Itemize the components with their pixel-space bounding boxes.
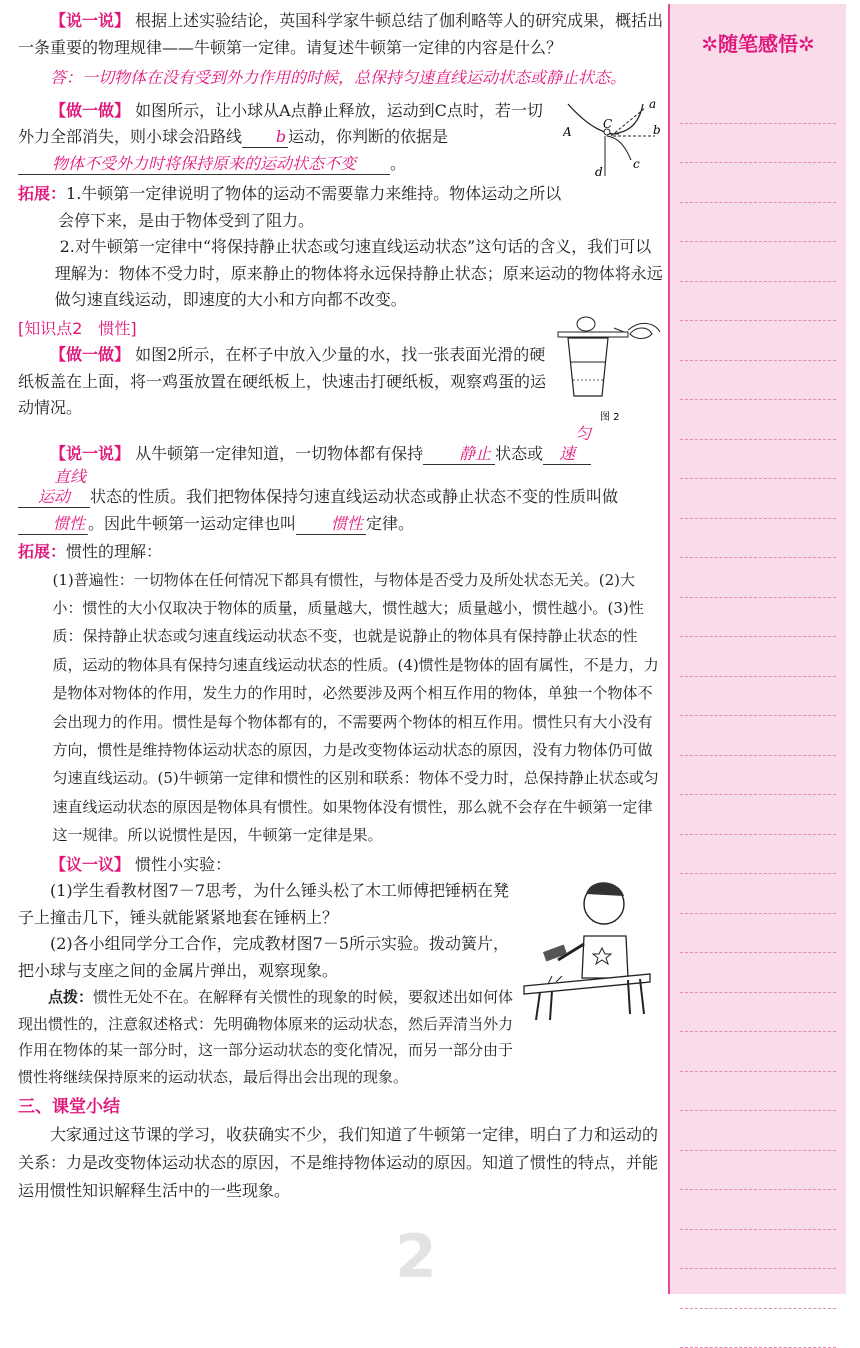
svg-text:b: b [653,122,661,137]
notes-panel [668,4,846,1294]
summary-text: 大家通过这节课的学习，收获确实不少，我们知道了牛顿第一定律，明白了力和运动的关系：力是改变物体运动状态的原因，不是维持物体运动的原因。知道了惯性的特点，并能运用惯性知识解释生活中的一些现象。 [18,1124,659,1200]
discuss-item-1: (1)学生看教材图7－7思考，为什么锤头松了木工师傅把锤柄在凳子上撞击几下，锤头就能紧紧地套在锤柄上？ [18,881,510,927]
trajectory-figure [563,96,663,182]
extension-label-2: 拓展： [18,542,67,561]
do-text-1: 如图所示，让小球从A点静止释放，运动到C点时，若一切外力全部消失，则小球会沿路线 [18,100,543,146]
answer-blank-b: b [242,127,288,148]
do-text-3: 如图2所示，在杯子中放入少量的水，找一张表面光滑的硬纸板盖在上面，将一鸡蛋放置在硬纸板上，快速击打硬纸板，观察鸡蛋的运动情况。 [18,345,547,417]
say-section-1 [18,8,664,61]
extension-head-2: 惯性的理解： [66,542,163,561]
svg-text:c: c [633,156,640,171]
knowledge-point-label: [知识点2 惯性] [18,318,137,338]
discuss-tag: 【议一议】 [50,854,131,874]
svg-text:a: a [649,96,657,111]
discuss-item-2: (2)各小组同学分工合作，完成教材图7－5所示实验。拨动簧片，把小球与支座之间的金属片弹出，观察现象。 [18,934,510,980]
egg-cup-figure [540,310,664,426]
blank-uniform: 匀速 [543,424,591,465]
inertia-explanation: (1)普遍性：一切物体在任何情况下都具有惯性，与物体是否受力及所处状态无关。(2)大小：惯性的大小仅取决于物体的质量，质量越大，惯性越大；质量越小，惯性越小。(3)性质：保持静止状态或匀速直线运动状态不变，也就是说静止的物体具有保持静止状态的性质，运动的物体具有保持匀速直线运动状态的性质。(4)惯性是物体的固有属性，不是力，力是物体对物体的作用，发生力的作用时，必然要涉及两个相互作用的物体，单独一个物体不会出现力的作用。惯性是每个物体都有的，不需要两个物体的相互作用。惯性只有大小没有方向，惯性是维持物体运动状态的原因，力是改变物体运动状态的原因，没有力物体仍可做匀速直线运动。(5)牛顿第一定律和惯性的区别和联系：物体不受力时，总保持静止状态或匀速直线运动状态的原因是物体具有惯性。如果物体没有惯性，那么就不会存在牛顿第一定律这一规律。所以说惯性是因，牛顿第一定律是果。 [52,570,659,845]
carpenter-figure [518,874,658,1024]
say-tag-2: 【说一说】 [50,443,131,463]
blank-linear: 直线运动 [18,467,90,508]
summary-heading: 三、课堂小结 [18,1097,120,1118]
svg-text:C: C [603,116,613,131]
do-tag: 【做一做】 [50,100,131,120]
blank-static: 静止 [423,444,495,465]
do-section-1: 【做一做】 如图所示，让小球从A点静止释放，运动到C点时，若一切外力全部消失，则小球会沿路线 b 运动，你判断的依据是 物体不受外力时将保持原来的运动状态不变 。 A C a b c d [18,98,664,178]
page-number-watermark: 2 [395,1222,437,1292]
main-content [18,8,664,1205]
blank-inertia-2: 惯性 [296,514,366,535]
answer-blank-reason: 物体不受外力时将保持原来的运动状态不变 [18,154,390,175]
discuss-title: 惯性小实验： [135,854,232,874]
do-text-2: 运动，你判断的依据是 [288,127,449,146]
tip-text: 惯性无处不在。在解释有关惯性的现象的时候，要叙述出如何体现出惯性的，注意叙述格式：先明确物体原来的运动状态，然后弄清当外力作用在物体的某一部分时，这一部分运动状态的变化情况，而另一部分由于惯性将继续保持原来的运动状态，最后得出会出现的现象。 [18,988,514,1086]
notes-lines [680,84,836,1294]
svg-text:图 2: 图 2 [600,411,620,423]
tip-label: 点拨： [48,988,94,1007]
extension-item-2: 2.对牛顿第一定律中“将保持静止状态或匀速直线运动状态”这句话的含义，我们可以理解为：物体不受力时，原来静止的物体将永远保持静止状态；原来运动的物体将永远做匀速直线运动，即速度的大小和方向都不改变。 [54,237,663,309]
svg-text:A: A [563,124,572,139]
extension-1 [18,181,664,314]
extension-label: 拓展： [18,184,67,203]
svg-text:d: d [595,164,603,179]
answer-text: 答：一切物体在没有受到外力作用的时候，总保持匀速直线运动状态或静止状态。 [50,68,627,87]
extension-item-1: 1.牛顿第一定律说明了物体的运动不需要靠力来维持。物体运动之所以会停下来，是由于物体受到了阻力。 [58,184,562,230]
say-section-2: 【说一说】 从牛顿第一定律知道，一切物体都有保持 静止 状态或匀速 直线运动 状态的性质。我们把物体保持匀速直线运动状态或静止状态不变的性质叫做惯性 。因此牛顿第一运动定律也叫 惯性 定律。 [18,424,664,538]
blank-inertia-1: 惯性 [18,514,88,535]
say-text: 根据上述实验结论，英国科学家牛顿总结了伽利略等人的研究成果，概括出一条重要的物理规律——牛顿第一定律。请复述牛顿第一定律的内容是什么？ [18,11,664,57]
notes-title: ✲随笔感悟✲ [701,32,815,56]
knowledge-point-2 [18,316,664,422]
say-tag: 【说一说】 [50,11,131,30]
do-tag-2: 【做一做】 [50,345,131,364]
discuss-section [18,852,664,1091]
